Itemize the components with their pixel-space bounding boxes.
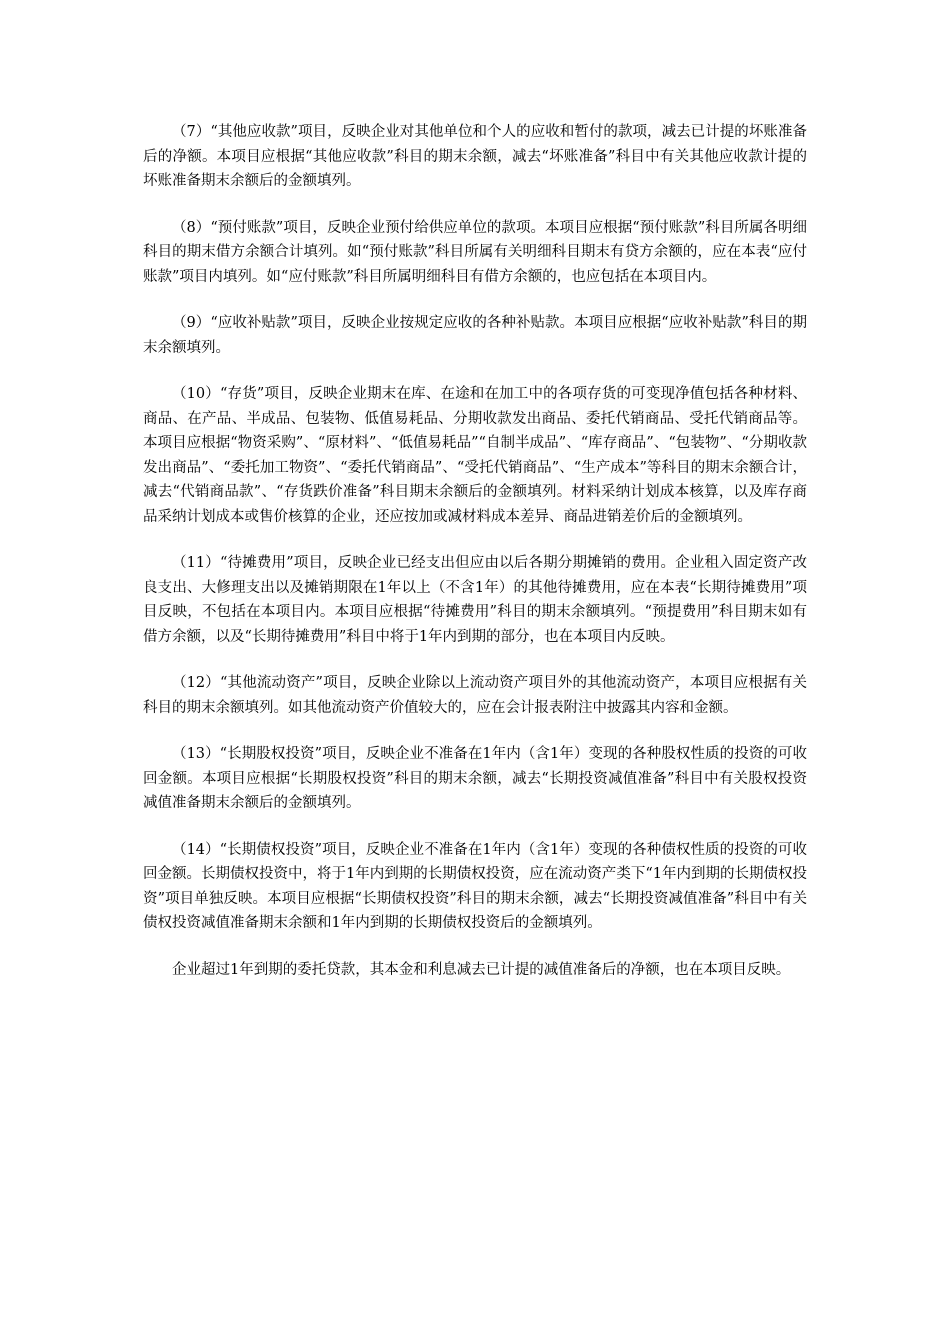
paragraph-item-13: （13）“长期股权投资”项目，反映企业不准备在1年内（含1年）变现的各种股权性质的投资的可收回金额。本项目应根据“长期股权投资”科目的期末余额，减去“长期投资减值准备”科目中有关股权投资减值准备期末余额后的金额填列。 bbox=[143, 746, 807, 811]
paragraph-entrusted-loans: 企业超过1年到期的委托贷款，其本金和利息减去已计提的减值准备后的净额，也在本项目反映。 bbox=[172, 961, 791, 978]
paragraph-item-7: （7）“其他应收款”项目，反映企业对其他单位和个人的应收和暂付的款项，减去已计提的坏账准备后的净额。本项目应根据“其他应收款”科目的期末余额，减去“坏账准备”科目中有关其他应收款计提的坏账准备期末余额后的金额填列。 bbox=[143, 124, 807, 189]
paragraph-item-9: （9）“应收补贴款”项目，反映企业按规定应收的各种补贴款。本项目应根据“应收补贴款”科目的期末余额填列。 bbox=[143, 315, 807, 356]
document-body bbox=[143, 120, 807, 1004]
paragraph-item-8: （8）“预付账款”项目，反映企业预付给供应单位的款项。本项目应根据“预付账款”科目所属各明细科目的期末借方余额合计填列。如“预付账款”科目所属有关明细科目期末有贷方余额的，应在本表“应付账款”项目内填列。如“应付账款”科目所属明细科目有借方余额的，也应包括在本项目内。 bbox=[143, 219, 807, 285]
paragraph-item-12: （12）“其他流动资产”项目，反映企业除以上流动资产项目外的其他流动资产，本项目应根据有关科目的期末余额填列。如其他流动资产价值较大的，应在会计报表附注中披露其内容和金额。 bbox=[143, 675, 807, 716]
paragraph-item-11: （11）“待摊费用”项目，反映企业已经支出但应由以后各期分期摊销的费用。企业租入固定资产改良支出、大修理支出以及摊销期限在1年以上（不含1年）的其他待摊费用，应在本表“长期待摊费用”项目反映，不包括在本项目内。本项目应根据“待摊费用”科目的期末余额填列。“预提费用”科目期末如有借方余额，以及“长期待摊费用”科目中将于1年内到期的部分，也在本项目内反映。 bbox=[143, 555, 807, 645]
paragraph-item-14: （14）“长期债权投资”项目，反映企业不准备在1年内（含1年）变现的各种债权性质的投资的可收回金额。长期债权投资中，将于1年内到期的长期债权投资，应在流动资产类下“1年内到期的长期债权投资”项目单独反映。本项目应根据“长期债权投资”科目的期末余额，减去“长期投资减值准备”科目中有关债权投资减值准备期末余额和1年内到期的长期债权投资后的金额填列。 bbox=[143, 841, 807, 931]
paragraph-item-10: （10）“存货”项目，反映企业期末在库、在途和在加工中的各项存货的可变现净值包括各种材料、商品、在产品、半成品、包装物、低值易耗品、分期收款发出商品、委托代销商品、受托代销商品等。本项目应根据“物资采购”、“原材料”、“低值易耗品”“自制半成品”、“库存商品”、“包装物”、“分期收款发出商品”、“委托加工物资”、“委托代销商品”、“受托代销商品”、“生产成本”等科目的期末余额合计，减去“代销商品款”、“存货跌价准备”科目期末余额后的金额填列。材料采纳计划成本核算，以及库存商品采纳计划成本或售价核算的企业，还应按加或减材料成本差异、商品进销差价后的金额填列。 bbox=[143, 386, 807, 525]
